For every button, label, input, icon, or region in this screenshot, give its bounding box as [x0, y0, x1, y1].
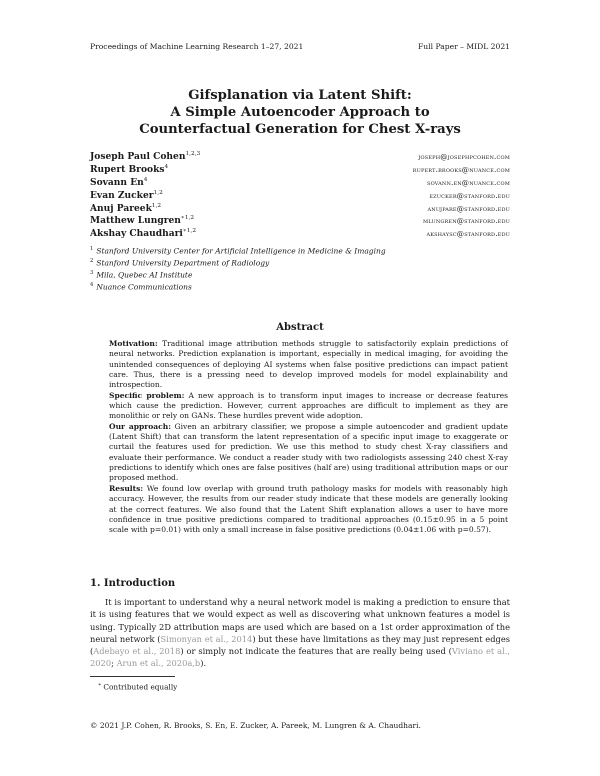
author-affil-marks: 4: [143, 176, 148, 183]
author-name: Joseph Paul Cohen: [90, 151, 186, 163]
copyright-notice: © 2021 J.P. Cohen, R. Brooks, S. En, E. Zucker, A. Pareek, M. Lungren & A. Chaudhari.: [90, 721, 421, 730]
author-affil-marks: 1,2: [153, 189, 163, 196]
author-row: [90, 228, 510, 241]
author-email[interactable]: akshaysc@stanford.edu: [426, 229, 510, 239]
author-affil-marks: 1,2: [151, 202, 162, 209]
affiliation: $^2$ Stanford University Department of Radiology: [90, 258, 270, 268]
author-affil-marks: 1,2,3: [185, 151, 201, 157]
affiliation: $^1$ Stanford University Center for Artificial Intelligence in Medicine & Imaging: [90, 246, 386, 256]
author-list: [90, 151, 510, 241]
author-email[interactable]: mlungren@stanford.edu: [423, 216, 510, 226]
author-row: [90, 151, 510, 164]
author-email[interactable]: sovann.en@nuance.com: [427, 177, 510, 187]
paper-title: [0, 87, 600, 138]
abstract-paragraph: Our approach: Given an arbitrary classifier, we propose a simple autoencoder and gradient update (Latent Shift) that can transform the latent representation of a specific input image to exaggerate or curtail the features used for prediction. We use this method to study chest X-ray classifiers and evaluate their performance. We conduct a reader study with two radiologists assessing 240 chest X-ray predictions to identify which ones are false positives (half are) using traditional attribution maps or our proposed method.: [109, 421, 508, 483]
author-row: [90, 215, 510, 228]
author-row: [90, 164, 510, 177]
affiliation-list: [90, 246, 510, 294]
abstract-heading: Abstract: [276, 322, 324, 333]
author-email[interactable]: rupert.brooks@nuance.com: [412, 164, 510, 174]
author-email[interactable]: anujpare@stanford.edu: [427, 203, 510, 213]
author-name: Evan Zucker: [90, 189, 154, 201]
footnote: ∗ Contributed equally: [98, 682, 178, 692]
author-email[interactable]: ezucker@stanford.edu: [429, 190, 510, 200]
title-line: Gifsplanation via Latent Shift:: [188, 88, 412, 103]
header-right: Full Paper – MIDL 2021: [418, 42, 510, 51]
author-name: Akshay Chaudhari: [90, 228, 183, 240]
author-name: Anuj Pareek: [90, 202, 152, 214]
author-name: Sovann En: [90, 176, 144, 188]
author-row: [90, 177, 510, 190]
affiliation: $^4$ Nuance Communications: [90, 282, 192, 292]
citation-link[interactable]: Viviano et al., 2020: [90, 646, 510, 669]
abstract-paragraph: Results: We found low overlap with ground truth pathology masks for models with reasonably high accuracy. However, the results from our reader study indicate that these models are generally looking at the correct features. We also found that the Latent Shift explanation allows a user to have more confidence in true positive predictions compared to traditional approaches (0.15±0.95 in a 5 point scale with p=0.01) with only a small increase in false positive predictions (0.04±1.06 with p=0.57).: [109, 483, 508, 535]
footnote-divider: [90, 676, 175, 677]
citation-link[interactable]: Simonyan et al., 2014: [160, 633, 253, 644]
author-affil-marks: 4: [164, 163, 169, 170]
author-affil-marks: ∗1,2: [180, 215, 195, 222]
header-left: Proceedings of Machine Learning Research 1–27, 2021: [90, 42, 304, 51]
citation-link[interactable]: Arun et al., 2020a,b: [116, 658, 201, 669]
affiliation: $^3$ Mila, Quebec AI Institute: [90, 270, 193, 280]
author-row: [90, 190, 510, 203]
title-line: Counterfactual Generation for Chest X-rays: [139, 122, 461, 137]
abstract-body: [109, 339, 508, 536]
intro-text: [90, 596, 510, 670]
author-name: Rupert Brooks: [90, 163, 165, 175]
intro-paragraph: It is important to understand why a neural network model is making a prediction to ensure that it is using features that we would expect as well as discovering what unknown features a model is using. Typically 2D attribution maps are used which are based on a 1st order approximation of the neural network (Simonyan et al., 2014) but these have limitations as they may just represent edges (Adebayo et al., 2018) or simply not indicate the features that are really being used (Viviano et al., 2020; Arun et al., 2020a,b).: [90, 597, 510, 669]
author-email[interactable]: joseph@josephpcohen.com: [418, 152, 510, 162]
citation-link[interactable]: Adebayo et al., 2018: [93, 646, 181, 657]
title-line: A Simple Autoencoder Approach to: [170, 105, 430, 120]
author-name: Matthew Lungren: [90, 215, 181, 227]
abstract-paragraph: Motivation: Traditional image attribution methods struggle to satisfactorily explain predictions of neural networks. Prediction explanation is important, especially in medical imaging, for avoiding the unintended consequences of deploying AI systems when false positive predictions can impact patient care. Thus, there is a pressing need to develop improved models for model explainability and introspection.: [109, 339, 508, 390]
running-header: [90, 42, 510, 51]
abstract-paragraph: Specific problem: A new approach is to transform input images to increase or decrease features which cause the prediction. However, current approaches are difficult to implement as they are monolithic or rely on GANs. These hurdles prevent wide adoption.: [109, 390, 508, 421]
author-row: [90, 203, 510, 216]
section-heading: 1. Introduction: [90, 578, 176, 589]
author-affil-marks: ∗1,2: [182, 228, 197, 235]
